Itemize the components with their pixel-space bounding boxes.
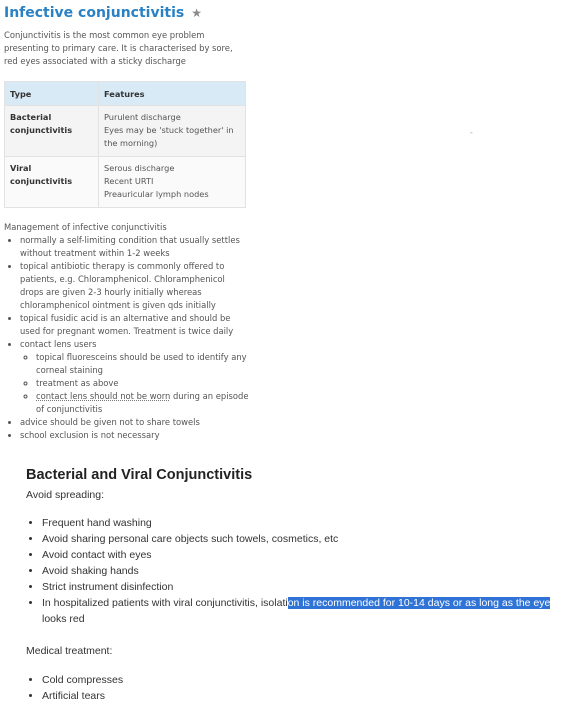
stray-mark: - — [470, 128, 473, 137]
list-item: • Artificial tears — [42, 688, 571, 704]
row-type: Viral conjunctivitis — [5, 157, 99, 208]
feature: Purulent discharge — [104, 112, 181, 122]
list-item: • school exclusion is not necessary — [20, 429, 250, 442]
list-item[interactable] — [42, 595, 571, 627]
management-heading: Management of infective conjunctivitis — [4, 222, 167, 232]
medical-list — [26, 672, 571, 704]
sub-list — [20, 351, 250, 416]
list-item: • advice should be given not to share towels — [20, 416, 250, 429]
list-item: • Frequent hand washing — [42, 515, 571, 531]
selected-text[interactable]: on is recommended for 10-14 days or as long as the eye — [287, 597, 551, 609]
management-list — [4, 234, 250, 442]
sub-list-item: ◦ topical fluoresceins should be used to identify any corneal staining — [36, 351, 250, 377]
list-item — [20, 338, 250, 416]
list-item: • Avoid contact with eyes — [42, 547, 571, 563]
header-type: Type — [5, 82, 99, 106]
notes-heading: Bacterial and Viral Conjunctivitis — [26, 467, 253, 483]
list-item-text: contact lens users — [20, 339, 97, 349]
feature: Preauricular lymph nodes — [104, 189, 209, 199]
title-row — [4, 1, 254, 25]
row-type: Bacterial conjunctivitis — [5, 106, 99, 157]
list-item: • Avoid shaking hands — [42, 563, 571, 579]
management-section — [4, 221, 250, 442]
list-item: • topical antibiotic therapy is commonly offered to patients, e.g. Chloramphenicol. Chloramphenicol drops are given 2-3 hourly initially whereas chloramphenicol ointment is given qds initially — [20, 260, 250, 312]
text-post[interactable]: looks red — [42, 613, 85, 625]
article-top — [4, 0, 254, 208]
medical-label: Medical treatment: — [26, 645, 113, 657]
row-features — [99, 106, 246, 157]
feature: Eyes may be 'stuck together' in the morning) — [104, 125, 234, 148]
notes-section — [26, 467, 571, 704]
avoid-list — [26, 515, 571, 627]
page-title[interactable]: Infective conjunctivitis — [4, 5, 185, 21]
feature: Serous discharge — [104, 163, 175, 173]
row-features — [99, 157, 246, 208]
list-item: • Avoid sharing personal care objects such towels, cosmetics, etc — [42, 531, 571, 547]
link-contact-lens[interactable]: contact lens should not be worn — [36, 391, 171, 401]
sub-list-item — [36, 390, 250, 416]
feature: Recent URTI — [104, 176, 154, 186]
list-item: • Cold compresses — [42, 672, 571, 688]
table-row — [5, 106, 246, 157]
list-item: • topical fusidic acid is an alternative and should be used for pregnant women. Treatment is twice daily — [20, 312, 250, 338]
text-pre[interactable]: In hospitalized patients with viral conjunctivitis, isolati — [42, 597, 288, 609]
sub-list-item: ◦ treatment as above — [36, 377, 250, 390]
table-row — [5, 157, 246, 208]
list-item: • normally a self-limiting condition that usually settles without treatment within 1-2 weeks — [20, 234, 250, 260]
intro-text: Conjunctivitis is the most common eye problem presenting to primary care. It is characterised by sore, red eyes associated with a sticky discharge — [4, 30, 233, 66]
sub-list-item-text: during an episode of conjunctivitis — [36, 391, 249, 414]
features-table — [4, 81, 246, 208]
avoid-label: Avoid spreading: — [26, 489, 105, 501]
star-icon[interactable]: ★ — [191, 6, 202, 20]
list-item: • Strict instrument disinfection — [42, 579, 571, 595]
header-features: Features — [99, 82, 246, 106]
